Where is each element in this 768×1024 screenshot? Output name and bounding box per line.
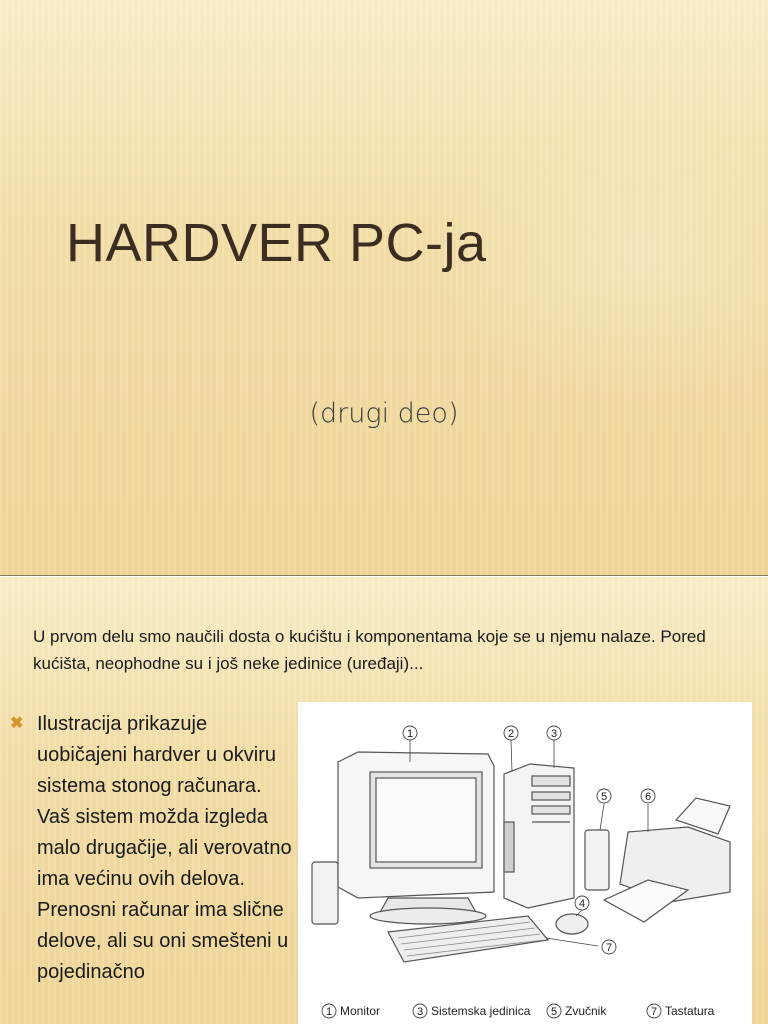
legend-number: 5 <box>550 1006 558 1018</box>
right-speaker-icon <box>585 830 609 890</box>
callout-number: 3 <box>550 728 558 740</box>
computer-hardware-icon <box>298 702 752 1024</box>
hardware-illustration <box>298 702 752 1024</box>
legend-label: Tastatura <box>665 1004 715 1018</box>
callout-number: 5 <box>600 791 608 803</box>
callout-number: 6 <box>644 791 652 803</box>
x-mark-icon: ✖ <box>10 715 24 732</box>
slide-title: HARDVER PC-ja <box>66 213 487 273</box>
callout-number: 1 <box>406 728 414 740</box>
mouse-icon <box>556 914 588 934</box>
bullet-text: Ilustracija prikazuje uobičajeni hardver u okviru sistema stonog računara. Vaš sistem možda izgleda malo drugačije, ali verovatno ima većinu ovih delova. Prenosni računar ima slične delove, ali su oni smešteni u pojedinačno <box>37 713 292 983</box>
intro-paragraph: U prvom delu smo naučili dosta o kućištu i komponentama koje se u njemu nalaze. Pored kućišta, neophodne su i još neke jedinice (uređaji)... <box>33 627 706 673</box>
slide-subtitle: (drugi deo) <box>309 398 459 429</box>
callout-number: 4 <box>578 898 586 910</box>
legend-label: Monitor <box>340 1004 381 1018</box>
callout-number: 7 <box>605 942 613 954</box>
content-slide <box>0 577 768 1024</box>
legend-number: 7 <box>650 1006 658 1018</box>
legend-number: 1 <box>325 1006 333 1018</box>
legend-number: 3 <box>416 1006 424 1018</box>
legend-label: Zvučnik <box>565 1004 607 1018</box>
left-speaker-icon <box>312 862 338 924</box>
legend-label: Sistemska jedinica <box>431 1004 531 1018</box>
callout-number: 2 <box>507 728 515 740</box>
